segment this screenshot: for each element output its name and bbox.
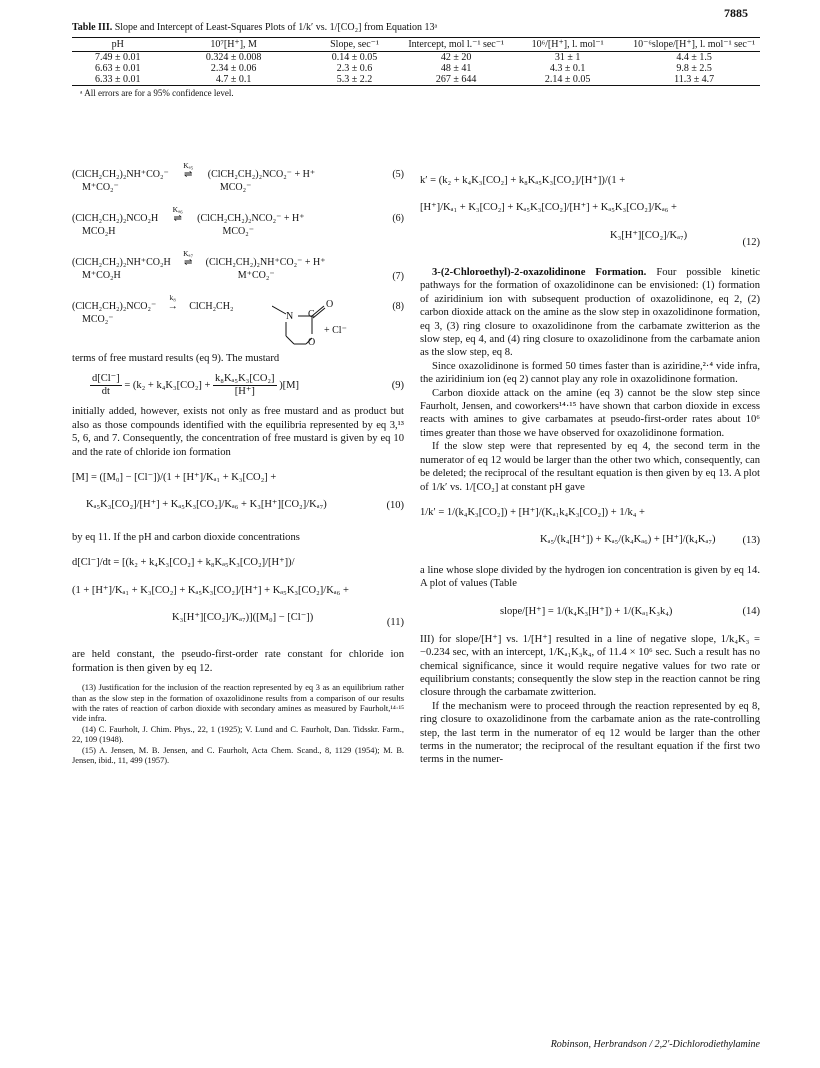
page-number: 7885 — [724, 6, 748, 20]
equilibrium-constant: Kₐ₆ — [172, 205, 183, 214]
equation-number: (8) — [392, 301, 404, 312]
fraction-numerator: d[Cl⁻] — [92, 373, 120, 385]
equation-line — [72, 249, 404, 269]
table-cell: 267 ± 644 — [435, 74, 477, 85]
equation-line: d[Cl⁻]/dt = [(k₂ + k₄K₃[CO₂] + k₈Kₐ₅K₃[CO₂]/[H⁺])/ — [72, 557, 295, 569]
equation-11 — [72, 550, 404, 644]
table-cell: 11.3 ± 4.7 — [674, 74, 715, 85]
left-column — [72, 161, 404, 767]
equation-line — [72, 161, 404, 181]
body-paragraph: are held constant, the pseudo-first-order rate constant for chloride ion formation is then given by eq 12. — [72, 649, 404, 674]
equation-line: K₃[H⁺][CO₂]/Kₐ₇)]([M₀] − [Cl⁻]) — [172, 612, 314, 624]
equation-abbrev: M⁺CO₂⁻ — [82, 182, 119, 194]
paragraph-text: Four possible kinetic pathways for the formation of oxazolidinone can be envisioned: (1) formation of aziridinium ion with subsequent production of oxazolidinone, eq 2, (2) carbon dioxide attack on the amine as the slow step in oxazolidinone formation, eq 3, (3) ring closure to oxazolidinone from the carbamate zwitterion as the slow step, eq 4, and (4) ring closure to oxazolidinone from the carbamate anion as the slow step, eq 8. — [420, 267, 760, 359]
equation-6 — [72, 205, 404, 256]
table-cell: 2.14 ± 0.05 — [544, 74, 591, 85]
body-paragraph: by eq 11. If the pH and carbon dioxide concentrations — [72, 532, 300, 544]
equilibrium-arrow: Kₐ₅ ⇌ — [171, 168, 205, 181]
body-paragraph: a line whose slope divided by the hydrogen ion concentration is given by eq 14. A plot of values (Table — [420, 564, 760, 590]
table-header-cell: 10⁶/[H⁺], l. mol⁻¹ — [531, 39, 604, 50]
references — [72, 683, 404, 766]
reference-item: (14) C. Faurholt, J. Chim. Phys., 22, 1 (1925); V. Lund and C. Faurholt, Dan. Tidsskr. Farm., 22, 109 (1948). — [72, 724, 404, 745]
equation-14 — [420, 595, 760, 633]
table-cell: 6.63 ± 0.01 — [94, 63, 141, 74]
oxazolidinone-ring-structure — [272, 300, 362, 350]
equation-number: (11) — [386, 617, 404, 629]
reference-item: (15) A. Jensen, M. B. Jensen, and C. Faurholt, Acta Chem. Scand., 8, 1129 (1954); M. B. Jensen, ibid., 11, 499 (1957). — [72, 745, 404, 766]
equation-abbrev: MCO₂⁻ — [222, 226, 255, 238]
body-paragraph: terms of free mustard results (eq 9). The mustard — [72, 353, 280, 364]
equation-number: (12) — [742, 237, 760, 248]
rate-constant: k₈ — [169, 293, 176, 302]
section-heading: 3-(2-Chloroethyl)-2-oxazolidinone Formation. — [432, 267, 647, 278]
equation-line — [72, 205, 404, 225]
equation-line — [82, 269, 404, 282]
equation-line: 1/k′ = 1/(k₄K₃[CO₂]) + [H⁺]/(Kₐ₁k₄K₃[CO₂]) + 1/k₄ + — [420, 506, 645, 518]
table-cell: 42 ± 20 — [440, 52, 472, 63]
table-label: Table III. — [72, 22, 113, 33]
table-title: Slope and Intercept of Least-Squares Plots of 1/k′ vs. 1/[CO₂] from Equation 13ᵃ — [114, 22, 438, 33]
body-paragraph — [420, 266, 760, 360]
fraction-denominator: [H⁺] — [234, 386, 255, 398]
table-header-cell: Intercept, mol l.⁻¹ sec⁻¹ — [408, 39, 505, 50]
equation-line: slope/[H⁺] = 1/(k₄K₃[H⁺]) + 1/(Kₐ₁K₃k₄) — [500, 605, 673, 617]
equation-12 — [420, 168, 760, 266]
equation-7 — [72, 249, 404, 300]
table-cell: 2.3 ± 0.6 — [336, 63, 373, 74]
equilibrium-constant: Kₐ₅ — [183, 161, 194, 170]
equation-abbrev: M⁺CO₂H — [82, 270, 121, 282]
equation-line — [72, 369, 404, 398]
right-column — [420, 168, 760, 767]
body-paragraph: If the slow step were that represented by eq 4, the second term in the numerator of eq 12 would be larger than the other two which, consequently, can be deleted; the reciprocal of the resultant equation is then given by eq 13. A plot of 1/k′ vs. 1/[CO₂] at constant pH gave — [420, 441, 760, 493]
body-paragraph: Carbon dioxide attack on the amine (eq 3) cannot be the slow step since Faurholt, Jensen, and coworkers¹⁴·¹⁵ have shown that carbon dioxide in excess reacts with amines to give carbamates at pseudo-first-order rates about 10⁶ times greater than those we have observed for oxazolidinone formation. — [420, 387, 760, 439]
table-cell: 31 ± 1 — [554, 52, 581, 63]
equation-abbrev: M⁺CO₂⁻ — [237, 270, 275, 282]
equation-line — [82, 181, 404, 194]
table-header-cell: 10⁻⁶slope/[H⁺], l. mol⁻¹ sec⁻¹ — [633, 39, 756, 50]
data-table — [72, 37, 760, 86]
ring-atom: N — [286, 311, 294, 322]
equation-13 — [420, 500, 760, 564]
equation-5 — [72, 161, 404, 212]
table-section — [72, 22, 760, 98]
equation-abbrev: MCO₂⁻ — [82, 314, 114, 326]
table-header-cell: Slope, sec⁻¹ — [330, 39, 379, 50]
equation-line: (1 + [H⁺]/Kₐ₁ + K₃[CO₂] + Kₐ₅K₃[CO₂]/[H⁺] + Kₐ₅K₃[CO₂]/Kₐ₆ + — [72, 584, 349, 596]
equation-line: Kₐ₅/(k₄[H⁺]) + Kₐ₅/(k₄Kₐ₆) + [H⁺]/(k₄Kₐ₇) — [540, 534, 716, 546]
equilibrium-constant: Kₐ₇ — [183, 249, 194, 258]
table-cell: 6.33 ± 0.01 — [94, 74, 141, 85]
table-row — [72, 74, 760, 86]
equation-line: [M] = ([M₀] − [Cl⁻])/(1 + [H⁺]/Kₐ₁ + K₃[CO₂] + — [72, 472, 277, 484]
equation-term: = (k₂ + k₄K₃[CO₂] + — [124, 380, 214, 392]
table-cell: 2.34 ± 0.06 — [210, 63, 257, 74]
equation-abbrev: MCO₂H — [82, 226, 116, 238]
equation-10 — [72, 465, 404, 531]
equation-term: )[M] — [279, 380, 300, 392]
equation-reactant: (ClCH₂CH₂)₂NCO₂H — [72, 213, 159, 224]
equation-number: (14) — [742, 605, 760, 617]
ring-atom: O — [308, 337, 316, 348]
table-cell: 7.49 ± 0.01 — [94, 52, 141, 63]
equilibrium-arrow: Kₐ₆ ⇌ — [161, 212, 195, 225]
equation-8 — [72, 293, 404, 352]
table-cell: 9.8 ± 2.5 — [676, 63, 712, 74]
table-cell: 0.324 ± 0.008 — [205, 52, 262, 63]
table-cell: 48 ± 41 — [440, 63, 472, 74]
table-header-cell: 10⁷[H⁺], M — [210, 39, 257, 50]
table-cell: 0.14 ± 0.05 — [331, 52, 378, 63]
running-footer: Robinson, Herbrandson / 2,2′-Dichlorodiethylamine — [550, 1039, 760, 1050]
fraction-denominator: dt — [101, 386, 110, 398]
ring-atom: C — [308, 309, 315, 320]
table-cell: 4.4 ± 1.5 — [676, 52, 712, 63]
ring-byproduct: + Cl⁻ — [324, 325, 347, 336]
equation-9 — [72, 369, 404, 405]
equation-line: Kₐ₅K₃[CO₂]/[H⁺] + Kₐ₅K₃[CO₂]/Kₐ₆ + K₃[H⁺][CO₂]/Kₐ₇) — [86, 499, 327, 511]
equation-reactant: (ClCH₂CH₂)₂NH⁺CO₂⁻ — [72, 169, 169, 180]
equation-product: (ClCH₂CH₂)₂NH⁺CO₂⁻ + H⁺ — [205, 257, 326, 268]
equation-number: (5) — [392, 169, 404, 180]
body-paragraph: Since oxazolidinone is formed 50 times faster than is aziridine,²·⁴ vide infra, the aziridinium ion (eq 2) cannot play any role in oxazolidinone formation. — [420, 360, 760, 386]
ring-atom: O — [326, 299, 334, 310]
equation-number: (7) — [392, 271, 404, 282]
table-row — [72, 52, 760, 64]
equation-line: [H⁺]/Kₐ₁ + K₃[CO₂] + Kₐ₅K₃[CO₂]/[H⁺] + Kₐ₅K₃[CO₂]/Kₐ₆ + — [420, 202, 677, 214]
fraction-numerator: k₈Kₐ₅K₃[CO₂] — [215, 373, 275, 385]
equation-line — [82, 225, 404, 238]
table-cell: 4.7 ± 0.1 — [215, 74, 252, 85]
table-row — [72, 63, 760, 74]
reference-item: (13) Justification for the inclusion of the reaction represented by eq 3 as an equilibrium rather than as the slow step in the formation of oxazolidinone results from a comparison of our results with the rates of reaction of carbon dioxide with secondary amines as measured by Faurholt,¹⁴·¹⁵ vide infra. — [72, 683, 404, 724]
equation-product: (ClCH₂CH₂)₂NCO₂⁻ + H⁺ — [197, 213, 305, 224]
body-paragraph: initially added, however, exists not only as free mustard and as product but also as those compounds identified with the equilibria represented by eq 3,¹³ 5, 6, and 7. Consequently, the concentration of free mustard is given by eq 10 and the rate of chloride ion formation — [72, 406, 404, 458]
equation-product: ClCH₂CH₂ — [189, 301, 234, 312]
equation-line: k′ = (k₂ + k₄K₃[CO₂] + k₈Kₐ₅K₃[CO₂]/[H⁺])/(1 + — [420, 175, 626, 186]
reaction-arrow: k₈ → — [159, 300, 187, 313]
equation-abbrev: MCO₂⁻ — [219, 182, 252, 194]
table-header-row — [72, 38, 760, 52]
equation-reactant: (ClCH₂CH₂)₂NCO₂⁻ — [72, 301, 157, 312]
table-caption — [72, 22, 760, 33]
table-cell: 5.3 ± 2.2 — [336, 74, 373, 85]
table-footnote: ᵃ All errors are for a 95% confidence level. — [80, 88, 234, 98]
body-paragraph: If the mechanism were to proceed through the reaction represented by eq 8, ring closure to oxazolidinone from the carbamate anion as the rate-controlling step, the last term in the numerator of eq 12 would be larger than the other terms in the numerator; the reciprocal of the resultant equation if the first two terms in the numer- — [420, 700, 760, 766]
equation-number: (13) — [742, 534, 760, 546]
equation-line: K₃[H⁺][CO₂]/Kₐ₇) — [610, 229, 688, 241]
equation-number: (9) — [391, 380, 404, 392]
equilibrium-arrow: Kₐ₇ ⇌ — [173, 256, 203, 269]
equation-product: (ClCH₂CH₂)₂NCO₂⁻ + H⁺ — [207, 169, 316, 180]
table-cell: 4.3 ± 0.1 — [549, 63, 586, 74]
equation-reactant: (ClCH₂CH₂)₂NH⁺CO₂H — [72, 257, 171, 268]
body-paragraph: III) for slope/[H⁺] vs. 1/[H⁺] resulted in a line of negative slope, 1/k₄K₃ = −0.234 sec, with an intercept, 1/Kₐ₁K₃k₄, of 11.4 × 10⁶ sec. Such a result has no chemical significance, since it would require negative values for two rate or equilibrium constants; consequently the slow step in the reaction cannot be ring closure through the carbamate zwitterion. — [420, 633, 760, 699]
table-header-cell: pH — [111, 39, 124, 50]
equation-number: (6) — [392, 213, 404, 224]
equation-number: (10) — [386, 500, 404, 512]
